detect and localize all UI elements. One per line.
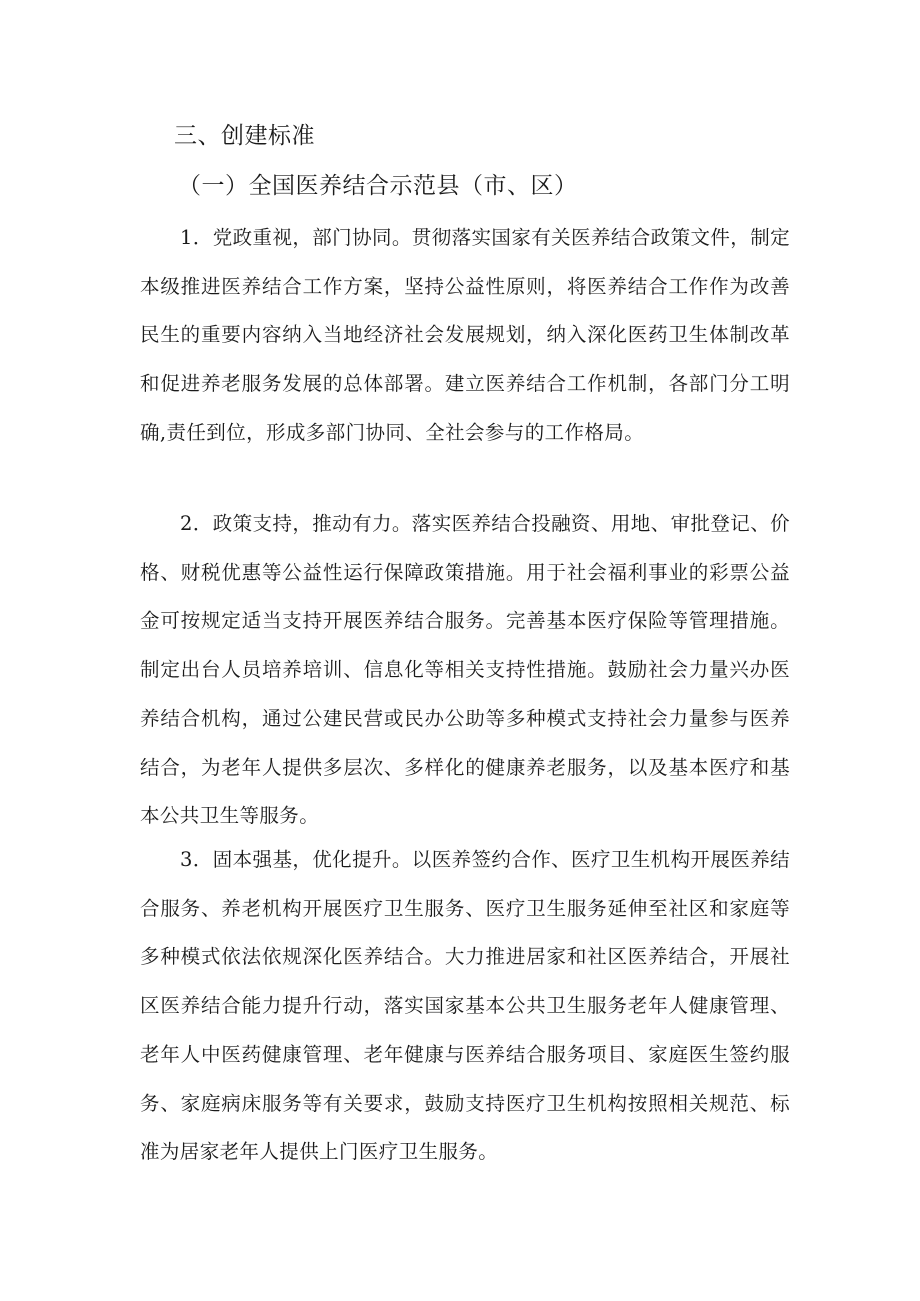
subsection-heading: （一）全国医养结合示范县（市、区） [178, 173, 578, 199]
section-heading: 三、创建标准 [174, 123, 315, 149]
paragraph-1: 1．党政重视，部门协同。贯彻落实国家有关医养结合政策文件，制定本级推进医养结合工作方案，坚持公益性原则，将医养结合工作作为改善民生的重要内容纳入当地经济社会发展规划，纳入深化医药卫生体制改革和促进养老服务发展的总体部署。建立医养结合工作机制，各部门分工明确,责任到位，形成多部门协同、全社会参与的工作格局。 [140, 226, 790, 444]
paragraph-3: 3．固本强基，优化提升。以医养签约合作、医疗卫生机构开展医养结合服务、养老机构开展医疗卫生服务、医疗卫生服务延伸至社区和家庭等多种模式依法依规深化医养结合。大力推进居家和社区医养结合，开展社区医养结合能力提升行动，落实国家基本公共卫生服务老年人健康管理、老年人中医药健康管理、老年健康与医养结合服务项目、家庭医生签约服务、家庭病床服务等有关要求，鼓励支持医疗卫生机构按照相关规范、标准为居家老年人提供上门医疗卫生服务。 [140, 848, 790, 1164]
paragraph-2: 2．政策支持，推动有力。落实医养结合投融资、用地、审批登记、价格、财税优惠等公益性运行保障政策措施。用于社会福利事业的彩票公益金可按规定适当支持开展医养结合服务。完善基本医疗保险等管理措施。制定出台人员培养培训、信息化等相关支持性措施。鼓励社会力量兴办医养结合机构，通过公建民营或民办公助等多种模式支持社会力量参与医养结合，为老年人提供多层次、多样化的健康养老服务，以及基本医疗和基本公共卫生等服务。 [140, 512, 790, 828]
